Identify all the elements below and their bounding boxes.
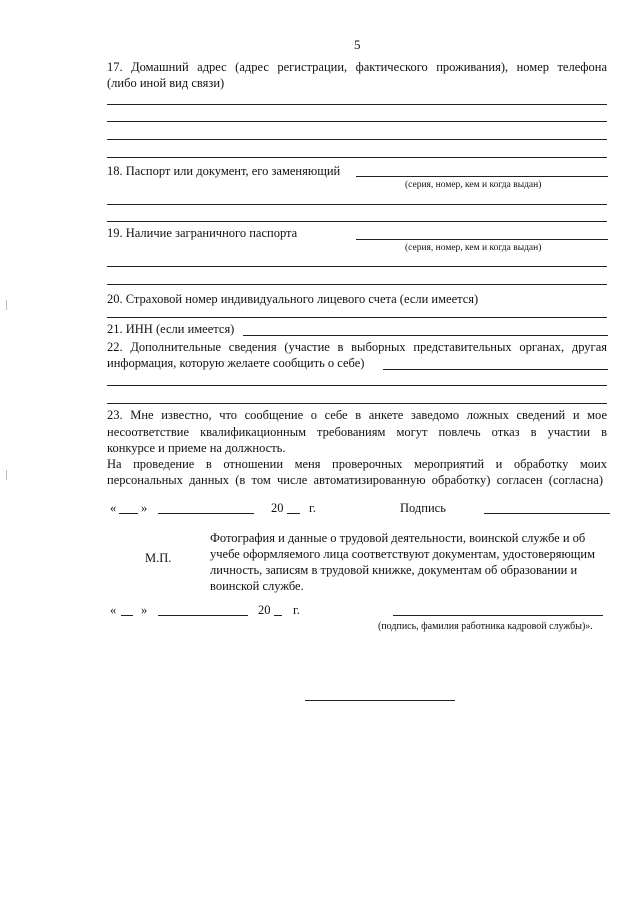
item17-fill-line[interactable] bbox=[107, 104, 607, 105]
item17-line1: 17. Домашний адрес (адрес регистрации, фактического проживания), номер телефона bbox=[107, 60, 607, 74]
scan-mark bbox=[6, 300, 7, 310]
item22-fill-line[interactable] bbox=[383, 369, 608, 370]
item23-line4: На проведение в отношении меня проверочных мероприятий и обработку моих bbox=[107, 457, 607, 471]
item22-line2: информация, которую желаете сообщить о себе) bbox=[107, 356, 365, 370]
hr-signature-line[interactable] bbox=[393, 615, 603, 616]
item18-fill-line[interactable] bbox=[356, 176, 608, 177]
date-year-line[interactable] bbox=[287, 513, 300, 514]
stamp-text-line4: воинской службе. bbox=[210, 579, 304, 593]
date2-day-line[interactable] bbox=[121, 615, 133, 616]
item22-line1: 22. Дополнительные сведения (участие в выборных представительных органах, другая bbox=[107, 340, 607, 354]
date-quote-close: » bbox=[141, 501, 148, 515]
date2-year-line[interactable] bbox=[274, 615, 282, 616]
item17-fill-line[interactable] bbox=[107, 121, 607, 122]
item17-fill-line[interactable] bbox=[107, 157, 607, 158]
page-number: 5 bbox=[354, 37, 361, 52]
item18-hint: (серия, номер, кем и когда выдан) bbox=[405, 180, 542, 190]
item19-fill-line[interactable] bbox=[356, 239, 608, 240]
item19-fill-line[interactable] bbox=[107, 284, 607, 285]
item19-fill-line[interactable] bbox=[107, 266, 607, 267]
item19-hint: (серия, номер, кем и когда выдан) bbox=[405, 243, 542, 253]
stamp-text-line2: учебе оформляемого лица соответствуют документам, удостоверяющим bbox=[210, 547, 596, 561]
hr-signature-hint: (подпись, фамилия работника кадровой службы)». bbox=[378, 621, 593, 632]
item21-label: 21. ИНН (если имеется) bbox=[107, 322, 235, 336]
date2-year-prefix: 20 bbox=[258, 603, 271, 617]
item18-label: 18. Паспорт или документ, его заменяющий bbox=[107, 164, 341, 178]
item18-fill-line[interactable] bbox=[107, 204, 607, 205]
item20-label: 20. Страховой номер индивидуального лицевого счета (если имеется) bbox=[107, 292, 479, 306]
signature-label: Подпись bbox=[400, 501, 446, 515]
date-year-suffix: г. bbox=[309, 501, 316, 515]
item18-fill-line[interactable] bbox=[107, 221, 607, 222]
item17-fill-line[interactable] bbox=[107, 139, 607, 140]
date2-quote-open: « bbox=[110, 603, 117, 617]
date2-quote-close: » bbox=[141, 603, 148, 617]
stamp-mp: М.П. bbox=[145, 551, 172, 565]
item23-line5: персональных данных (в том числе автоматизированную обработку) согласен (согласна) bbox=[107, 473, 603, 487]
item23-line2: несоответствие квалификационным требованиям могут повлечь отказ в участии в bbox=[107, 425, 607, 439]
item23-line1: 23. Мне известно, что сообщение о себе в анкете заведомо ложных сведений и мое bbox=[107, 408, 607, 422]
item23-line3: конкурсе и приеме на должность. bbox=[107, 441, 286, 455]
item21-fill-line[interactable] bbox=[243, 335, 608, 336]
stamp-text-line3: личность, записям в трудовой книжке, документам об образовании и bbox=[210, 563, 578, 577]
item22-fill-line[interactable] bbox=[107, 403, 607, 404]
item19-label: 19. Наличие заграничного паспорта bbox=[107, 226, 298, 240]
date-quote-open: « bbox=[110, 501, 117, 515]
item22-fill-line[interactable] bbox=[107, 385, 607, 386]
item20-fill-line[interactable] bbox=[107, 317, 607, 318]
signature-line[interactable] bbox=[484, 513, 610, 514]
date-day-line[interactable] bbox=[119, 513, 138, 514]
scan-mark bbox=[6, 470, 7, 480]
closing-separator bbox=[305, 700, 455, 701]
date2-year-suffix: г. bbox=[293, 603, 300, 617]
date2-month-line[interactable] bbox=[158, 615, 248, 616]
item17-line2: (либо иной вид связи) bbox=[107, 76, 225, 90]
date-month-line[interactable] bbox=[158, 513, 254, 514]
date-year-prefix: 20 bbox=[271, 501, 284, 515]
stamp-text-line1: Фотография и данные о трудовой деятельности, воинской службе и об bbox=[210, 531, 586, 545]
